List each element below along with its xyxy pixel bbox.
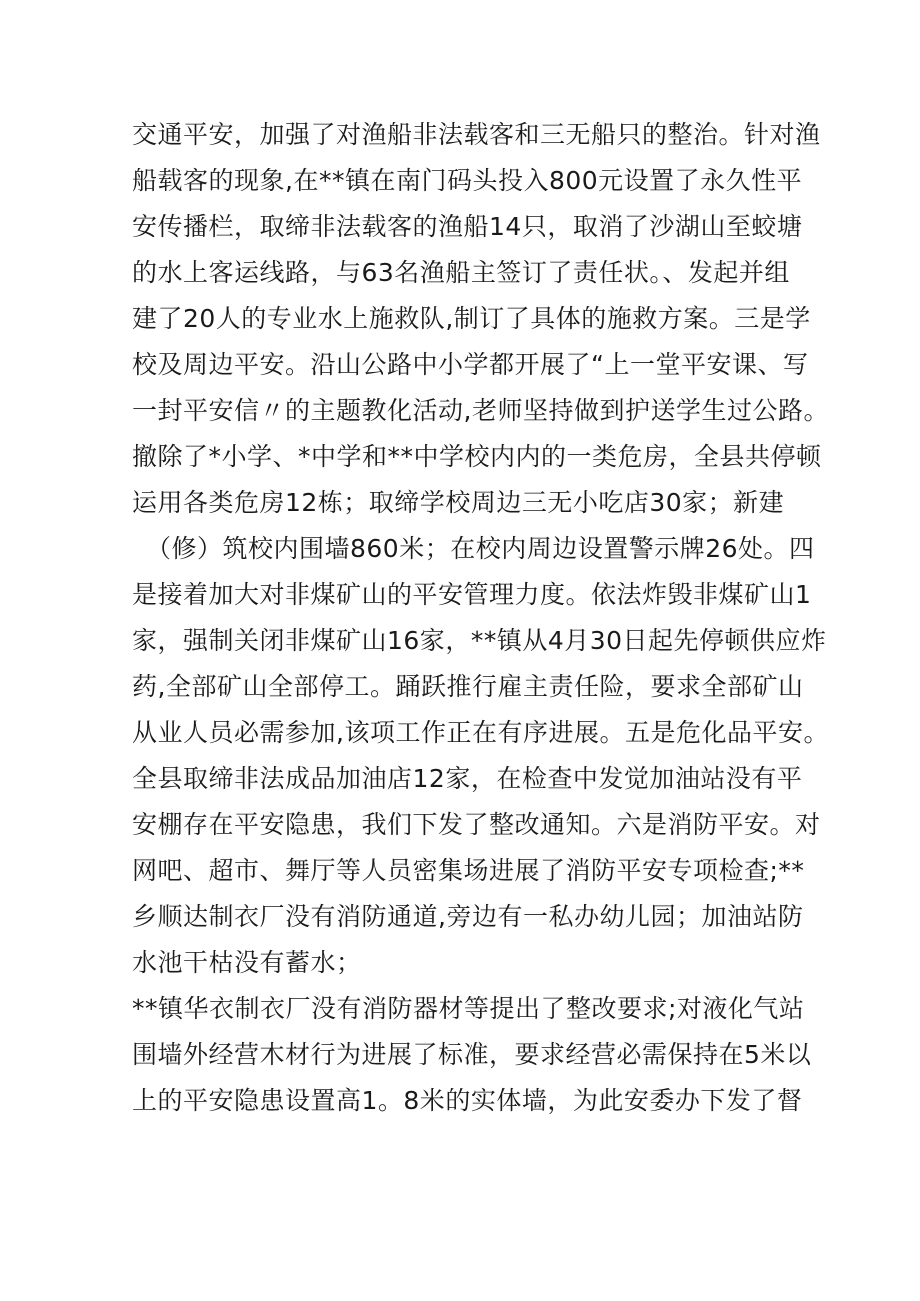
text-line-13: 药,全部矿山全部停工。踊跃推行雇主责任险，要求全部矿山	[132, 672, 804, 701]
text-line-18: 乡顺达制衣厂没有消防通道,旁边有一私办幼儿园；加油站防	[132, 902, 804, 931]
text-line-21: 围墙外经营木材行为进展了标准，要求经营必需保持在5米以	[132, 1040, 812, 1069]
text-line-1: 交通平安，加强了对渔船非法载客和三无船只的整治。针对渔	[132, 120, 821, 149]
text-line-11: 是接着加大对非煤矿山的平安管理力度。依法炸毁非煤矿山1	[132, 580, 812, 609]
text-line-10: （修）筑校内围墙860米；在校内周边设置警示牌26处。四	[146, 534, 815, 563]
text-line-9: 运用各类危房12栋；取缔学校周边三无小吃店30家；新建	[132, 488, 785, 517]
text-line-19: 水池干枯没有蓄水；	[132, 948, 362, 977]
text-line-12: 家，强制关闭非煤矿山16家，**镇从4月30日起先停顿供应炸	[132, 626, 827, 655]
text-line-16: 安棚存在平安隐患，我们下发了整改通知。六是消防平安。对	[132, 810, 821, 839]
text-line-20: **镇华衣制衣厂没有消防器材等提出了整改要求;对液化气站	[132, 994, 805, 1023]
text-line-7: 一封平安信〃的主题教化活动,老师坚持做到护送学生过公路。	[132, 396, 829, 425]
text-line-4: 的水上客运线路，与63名渔船主签订了责任状。、发起并组	[132, 258, 790, 287]
text-line-14: 从业人员必需参加,该项工作正在有序进展。五是危化品平安。	[132, 718, 829, 747]
text-line-8: 撤除了*小学、*中学和**中学校内内的一类危房，全县共停顿	[132, 442, 822, 471]
text-line-17: 网吧、超市、舞厅等人员密集场进展了消防平安专项检查;**	[132, 856, 805, 885]
text-line-15: 全县取缔非法成品加油店12家，在检查中发觉加油站没有平	[132, 764, 803, 793]
text-line-2: 船载客的现象,在**镇在南门码头投入800元设置了永久性平	[132, 166, 803, 195]
text-line-6: 校及周边平安。沿山公路中小学都开展了“上一堂平安课、写	[132, 350, 809, 379]
text-line-22: 上的平安隐患设置高1。8米的实体墙，为此安委办下发了督	[132, 1086, 803, 1115]
text-line-3: 安传播栏，取缔非法载客的渔船14只，取消了沙湖山至蛟塘	[132, 212, 803, 241]
text-line-5: 建了20人的专业水上施救队,制订了具体的施救方案。三是学	[132, 304, 811, 333]
body-text	[132, 112, 829, 1124]
